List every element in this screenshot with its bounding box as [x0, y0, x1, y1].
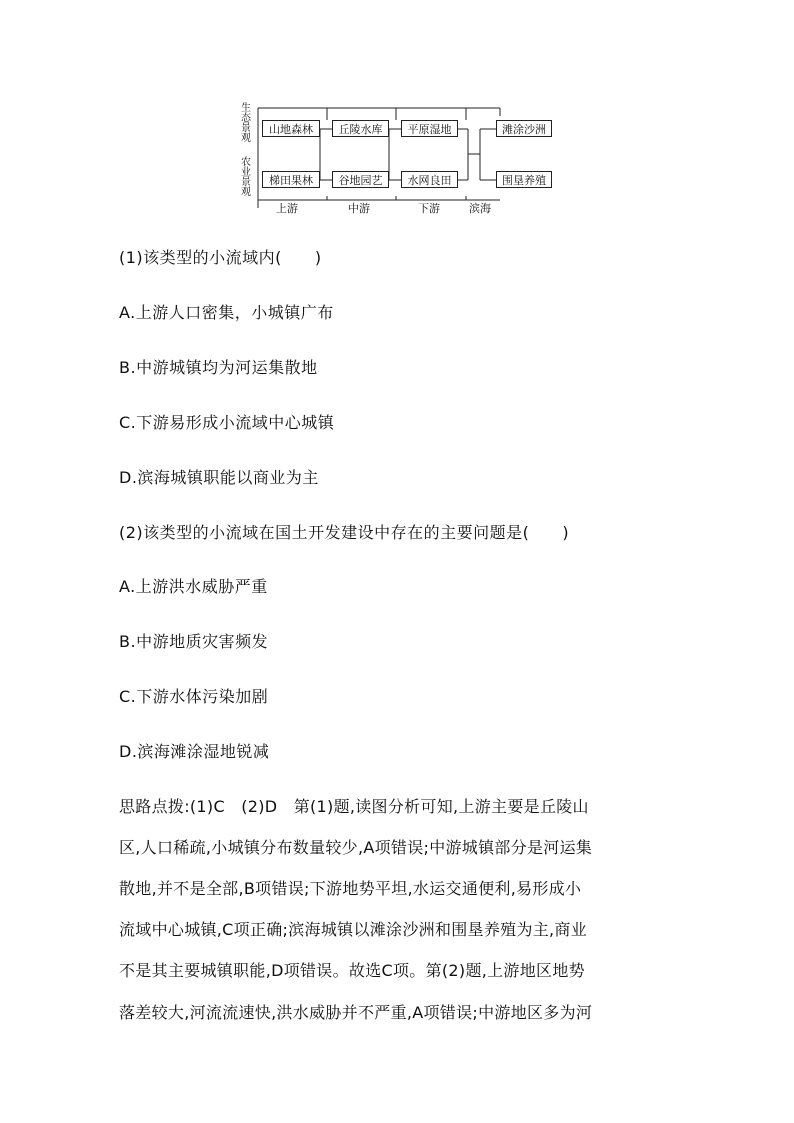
node-upper-agricultural: 梯田果林	[262, 171, 320, 188]
stage-upper-label: 上游	[276, 202, 298, 215]
question-2-option-a: A.上游洪水威胁严重	[119, 577, 268, 596]
landscape-diagram	[238, 100, 558, 222]
node-middle-agricultural: 谷地园艺	[332, 171, 389, 188]
analysis-line-4: 流域中心城镇,C项正确;滨海城镇以滩涂沙洲和围垦养殖为主,商业	[119, 920, 588, 939]
agricultural-landscape-label: 农业景观	[241, 157, 251, 198]
analysis-line-6: 落差较大,河流流速快,洪水威胁并不严重,A项错误;中游地区多为河	[119, 1003, 593, 1022]
question-2-option-b: B.中游地质灾害频发	[119, 632, 269, 651]
node-coast-agricultural: 围垦养殖	[496, 171, 552, 188]
analysis-line-1: 思路点拨:(1)C (2)D 第(1)题,读图分析可知,上游主要是丘陵山	[119, 797, 589, 816]
ecological-landscape-label: 生态景观	[241, 103, 251, 144]
question-1-option-a: A.上游人口密集，小城镇广布	[119, 303, 334, 322]
node-upper-ecological: 山地森林	[262, 120, 320, 137]
node-middle-ecological: 丘陵水库	[332, 120, 389, 137]
stage-lower-label: 下游	[418, 202, 440, 215]
question-1-option-c: C.下游易形成小流域中心城镇	[119, 413, 335, 432]
node-coast-ecological: 滩涂沙洲	[496, 120, 552, 137]
analysis-line-3: 散地,并不是全部,B项错误;下游地势平坦,水运交通便利,易形成小	[119, 879, 582, 898]
node-lower-agricultural: 水网良田	[401, 171, 458, 188]
stage-coast-label: 滨海	[469, 202, 491, 215]
question-2-option-c: C.下游水体污染加剧	[119, 687, 269, 706]
analysis-line-5: 不是其主要城镇职能,D项错误。故选C项。第(2)题,上游地区地势	[119, 961, 585, 980]
question-1-stem: (1)该类型的小流域内( )	[119, 248, 322, 267]
question-2-option-d: D.滨海滩涂湿地锐减	[119, 742, 270, 761]
question-2-stem: (2)该类型的小流域在国土开发建设中存在的主要问题是( )	[119, 523, 570, 542]
question-1-option-b: B.中游城镇均为河运集散地	[119, 358, 318, 377]
node-lower-ecological: 平原湿地	[401, 120, 458, 137]
question-1-option-d: D.滨海城镇职能以商业为主	[119, 468, 319, 487]
stage-middle-label: 中游	[348, 202, 370, 215]
analysis-line-2: 区,人口稀疏,小城镇分布数量较少,A项错误;中游城镇部分是河运集	[119, 838, 593, 857]
